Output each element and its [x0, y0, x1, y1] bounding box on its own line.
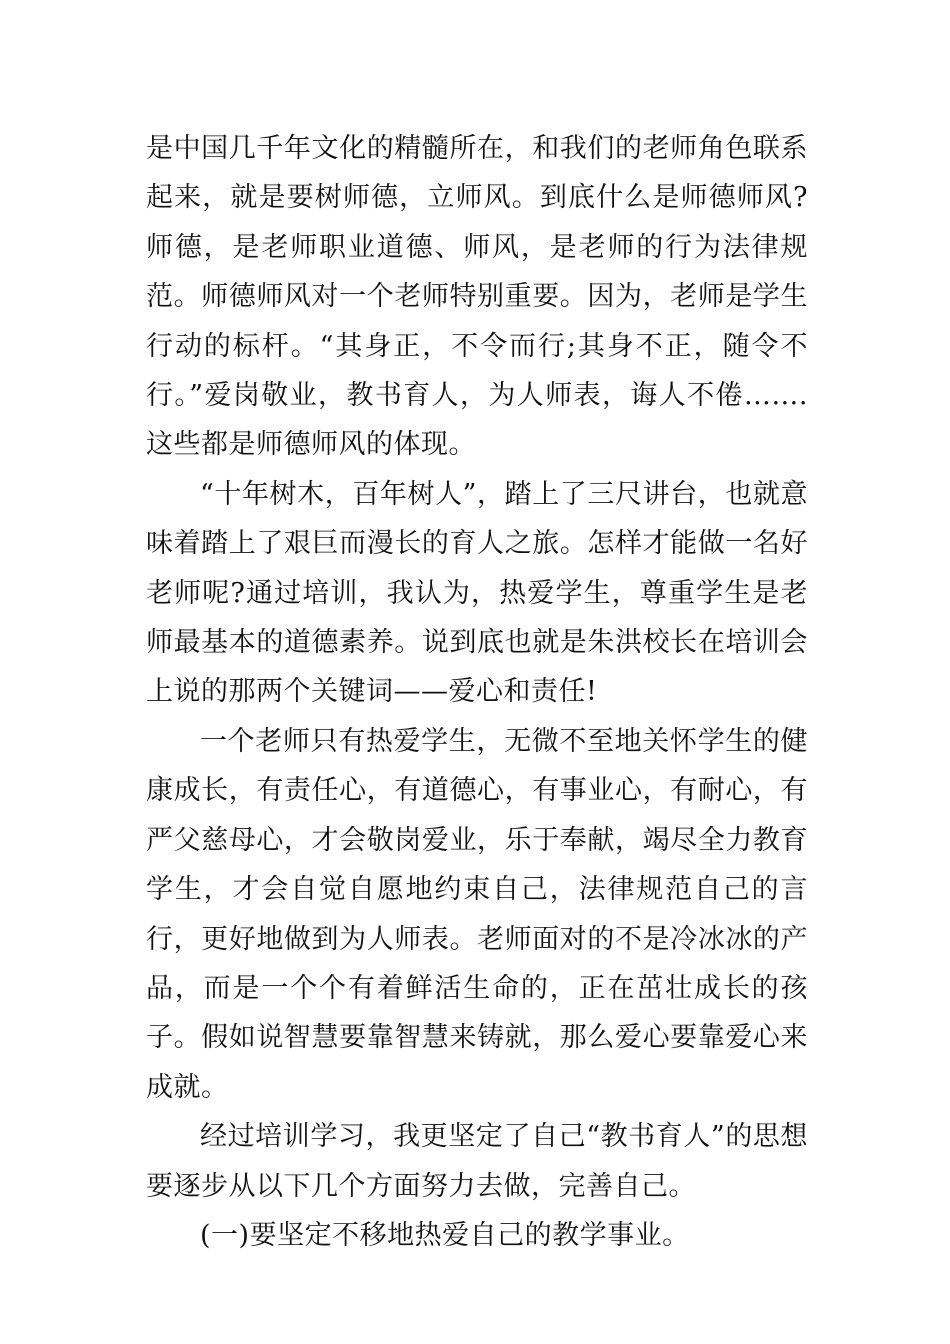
document-body: [146, 124, 808, 1260]
paragraph-after-training: 经过培训学习，我更坚定了自己“教书育人”的思想要逐步从以下几个方面努力去做，完善自己。: [146, 1121, 808, 1202]
paragraph-love-students: 一个老师只有热爱学生，无微不至地关怀学生的健康成长，有责任心，有道德心，有事业心，有耐心，有严父慈母心，才会敬岗爱业，乐于奉献，竭尽全力教育学生，才会自觉自愿地约束自己，法律规范自己的言行，更好地做到为人师表。老师面对的不是冷冰冰的产品，而是一个个有着鲜活生命的，正在茁壮成长的孩子。假如说智慧要靠智慧来铸就，那么爱心要靠爱心来成就。: [146, 725, 808, 1103]
paragraph-continuation: 是中国几千年文化的精髓所在，和我们的老师角色联系起来，就是要树师德，立师风。到底什么是师德师风?师德，是老师职业道德、师风，是老师的行为法律规范。师德师风对一个老师特别重要。因为，老师是学生行动的标杆。“其身正，不令而行;其身不正，随令不行。”爱岗敬业，教书育人，为人师表，诲人不倦…….这些都是师德师风的体现。: [146, 133, 808, 461]
paragraph-ten-years-trees: “十年树木，百年树人”，踏上了三尺讲台，也就意味着踏上了艰巨而漫长的育人之旅。怎样才能做一名好老师呢?通过培训，我认为，热爱学生，尊重学生是老师最基本的道德素养。说到底也就是朱洪校长在培训会上说的那两个关键词——爱心和责任!: [146, 478, 808, 708]
paragraph-item-one: (一)要坚定不移地热爱自己的教学事业。: [200, 1219, 690, 1251]
